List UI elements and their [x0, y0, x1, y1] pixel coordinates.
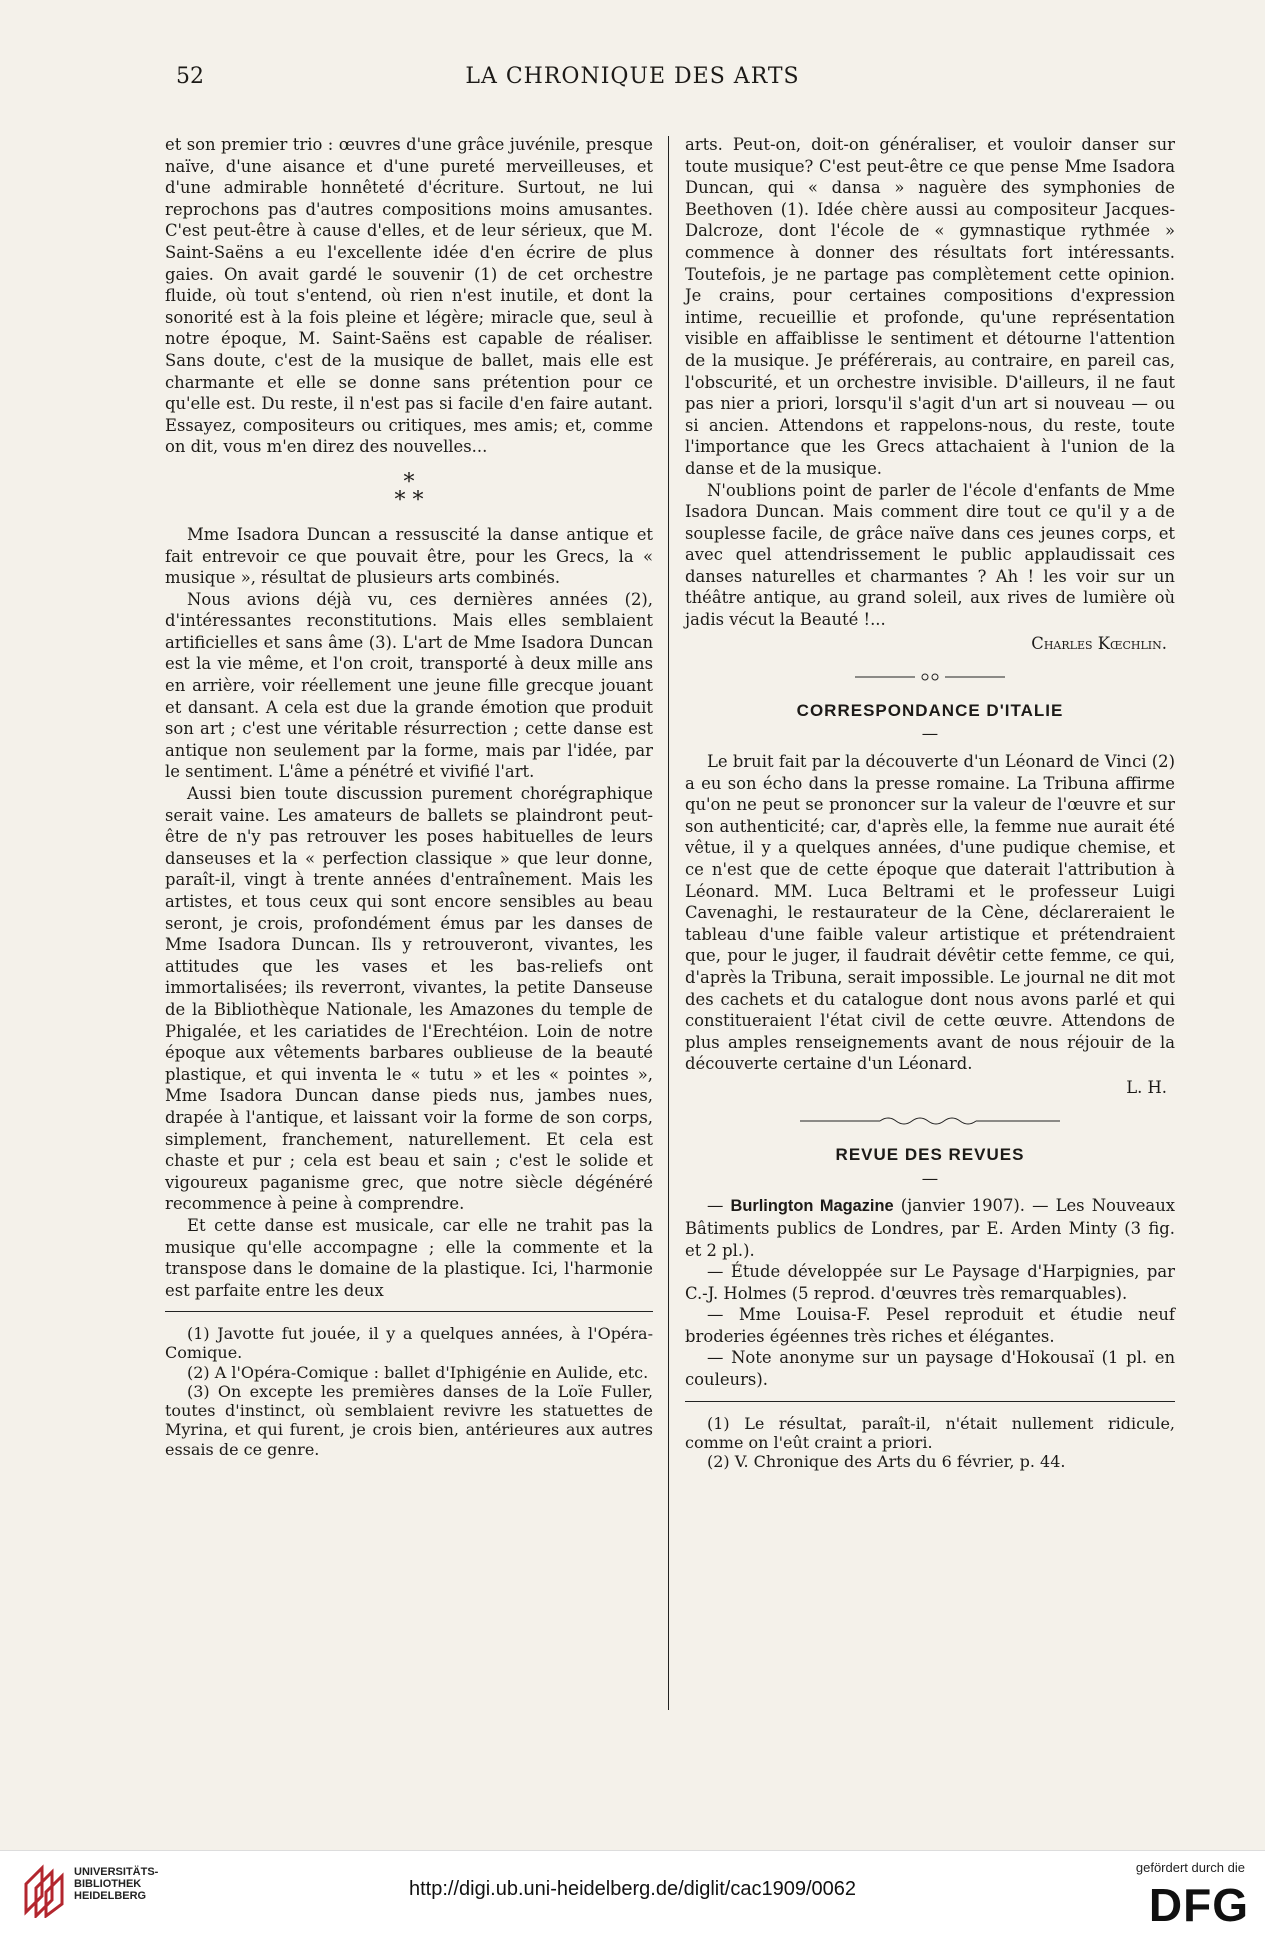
paragraph: Nous avions déjà vu, ces dernières années (2), d'intéressantes reconstitutions. Mais elles semblaient artificielles et sans âme (3). L'art de Mme Isadora Duncan est la vie même, et l'on croit, transporté à deux mille ans en arrière, voir réellement une jeune fille grecque jouant et dansant. A cela est due la grande émotion que produit son art ; c'est une véritable résurrection ; cette danse est antique non seulement par la forme, mais par l'idée, par le sentiment. L'âme a pénétré et vivifié l'art. — [165, 589, 653, 782]
paragraph: arts. Peut-on, doit-on généraliser, et vouloir danser sur toute musique? C'est peut-être ce que pense Mme Isadora Duncan, qui « dansa » naguère des symphonies de Beethoven (1). Idée chère aussi au compositeur Jacques-Dalcroze, dont l'école de « gymnastique rythmée » commence à donner des résultats fort intéressants. Toutefois, je ne partage pas complètement cette opinion. Je crains, pour certaines compositions d'expression intime, recueillie et profonde, qu'une représentation visible en affaiblisse le sentiment et détourne l'attention de la musique. Je préférerais, au contraire, en pareil cas, l'obscurité, et un orchestre invisible. D'ailleurs, il ne faut pas nier a priori, lorsqu'il s'agit d'un art si nouveau — ou si ancien. Attendons et rappelons-nous, du reste, toute l'importance que les Grecs attachaient à l'union de la danse et de la musique. — [685, 135, 1175, 478]
asterism-divider: * * * — [394, 469, 424, 513]
footnote: (2) A l'Opéra-Comique : ballet d'Iphigénie en Aulide, etc. — [187, 1362, 649, 1382]
paragraph: et son premier trio : œuvres d'une grâce juvénile, presque naïve, d'une aisance et d'une pureté merveilleuses, et d'une admirable honnêteté d'écriture. Surtout, ne lui reprochons pas d'autres compositions moins amusantes. C'est peut-être à cause d'elles, et de leur sérieux, que M. Saint-Saëns a eu l'excellente idée d'en écrire de plus gaies. On avait gardé le souvenir (1) de cet orchestre fluide, où tout s'entend, où rien n'est inutile, et dont la sonorité est à la fois pleine et légère; miracle que, seul à notre époque, M. Saint-Saëns est capable de réaliser. Sans doute, c'est de la musique de ballet, mais elle est charmante et elle se donne sans prétention pour ce qu'elle est. Du reste, il n'est pas si facile d'en faire autant. Essayez, compositeurs ou critiques, mes amis; et, comme on dit, vous m'en direz des nouvelles... — [165, 135, 653, 457]
paragraph: Et cette danse est musicale, car elle ne trahit pas la musique qu'elle accompagne ; elle la commente et la transpose dans le domaine de la plastique. Ici, l'harmonie est parfaite entre les deux — [165, 1215, 653, 1300]
page-number: 52 — [176, 64, 204, 89]
author-signature: Charles Kœchlin. — [1031, 633, 1167, 653]
library-name: UNIVERSITÄTS- BIBLIOTHEK HEIDELBERG — [74, 1866, 159, 1902]
footnote-rule — [685, 1401, 1175, 1402]
column-divider — [668, 136, 669, 1710]
footnote-rule — [165, 1311, 653, 1312]
section-dash: — — [921, 724, 939, 744]
ornament-divider — [685, 1111, 1175, 1133]
dfg-logo: DFG — [1148, 1879, 1249, 1931]
source-url-link[interactable]: http://digi.ub.uni-heidelberg.de/diglit/cac1909/0062 — [409, 1878, 856, 1900]
review-entry: — Burlington Magazine (janvier 1907). — Les Nouveaux Bâtiments publics de Londres, par E. Arden Minty (3 fig. et 2 pl.). — [685, 1196, 1175, 1260]
section-title: REVUE DES REVUES — [835, 1145, 1025, 1165]
footnote: (3) On excepte les premières danses de la Loïe Fuller, toutes d'instinct, où semblaient revivre les statuettes de Myrina, et qui furent, je crois bien, antérieures aux autres essais de ce genre. — [165, 1381, 653, 1459]
paragraph: Aussi bien toute discussion purement chorégraphique serait vaine. Les amateurs de ballets se plaindront peut-être de n'y pas retrouver les poses habituelles de leurs danseuses et la « perfection classique » que leur donne, paraît-il, vingt à trente années d'entraînement. Mais les artistes, et tous ceux qui sont encore sensibles au beau seront, je crois, profondément émus par les danses de Mme Isadora Duncan. Ils y retrouveront, vivantes, les attitudes que les vases et les bas-reliefs ont immortalisées; ils reverront, vivantes, la petite Danseuse de la Bibliothèque Nationale, les Amazones du temple de Phigalée, et les cariatides de l'Erechtéion. Loin de notre époque aux vêtements barbares oublieuse de la beauté plastique, et qui inventa le « tutu » et les « pointes », Mme Isadora Duncan danse pieds nus, jambes nues, drapée à l'antique, et laissant voir la forme de son corps, simplement, franchement, naturellement. Et cela est chaste et pur ; cela est beau et sain ; c'est le solide et vigoureux paganisme grec, que notre siècle dégénéré recommence à peine à comprendre. — [165, 784, 653, 1214]
author-initials: L. H. — [1126, 1077, 1167, 1097]
left-column — [165, 134, 653, 1459]
paragraph: N'oublions point de parler de l'école d'enfants de Mme Isadora Duncan. Mais comment dire tout ce qu'il y a de souplesse facile, de grâce naïve dans ces jeunes corps, et avec quel attendrissement le public applaudissait ces danses naturelles et charmantes ? Ah ! les voir sur un théâtre antique, au grand soleil, aux rives de lumière où jadis vécut la Beauté !... — [685, 480, 1175, 630]
paragraph: Le bruit fait par la découverte d'un Léonard de Vinci (2) a eu son écho dans la presse romaine. La Tribuna affirme qu'on ne peut se prononcer sur la valeur de l'œuvre et sur son authenticité; car, d'après elle, la femme nue aurait été vêtue, il y a quelques années, d'une pudique chemise, et ce n'est que de cette époque que daterait l'attribution à Léonard. MM. Luca Beltrami et le professeur Luigi Cavenaghi, le restaurateur de la Cène, déclareraient le tableau d'une faible valeur artistique et prétendraient que, pour le juger, il faudrait dévêtir cette femme, ce qui, d'après la Tribuna, serait impossible. Le journal ne dit mot des cachets et du catalogue dont nous avons parlé et qui constitueraient l'état civil de cette œuvre. Attendons de plus amples renseignements avant de nous réjouir de la découverte certaine d'un Léonard. — [685, 752, 1175, 1074]
review-entry: — Étude développée sur Le Paysage d'Harpignies, par C.-J. Holmes (5 reprod. d'œuvres très remarquables). — [685, 1262, 1175, 1303]
ornament-divider — [685, 666, 1175, 688]
paragraph: Mme Isadora Duncan a ressuscité la danse antique et fait entrevoir ce que pouvait être, pour les Grecs, la « musique », résultat de plusieurs arts combinés. — [165, 524, 653, 588]
running-title: LA CHRONIQUE DES ARTS — [465, 64, 800, 89]
review-entry: — Mme Louisa-F. Pesel reproduit et étudie neuf broderies égéennes très riches et élégantes. — [685, 1305, 1175, 1346]
section-dash: — — [921, 1168, 939, 1188]
section-title: CORRESPONDANCE D'ITALIE — [796, 700, 1064, 720]
review-entry: — Note anonyme sur un paysage d'Hokousaï (1 pl. en couleurs). — [685, 1348, 1175, 1390]
footnote: (1) Javotte fut jouée, il y a quelques années, à l'Opéra-Comique. — [165, 1324, 653, 1363]
footnote: (1) Le résultat, paraît-il, n'était nullement ridicule, comme on l'eût craint a priori. — [685, 1413, 1175, 1452]
funding-note: gefördert durch die — [1135, 1860, 1245, 1875]
footnote: (2) V. Chronique des Arts du 6 février, p. 44. — [707, 1452, 1066, 1472]
right-column — [685, 134, 1175, 1471]
